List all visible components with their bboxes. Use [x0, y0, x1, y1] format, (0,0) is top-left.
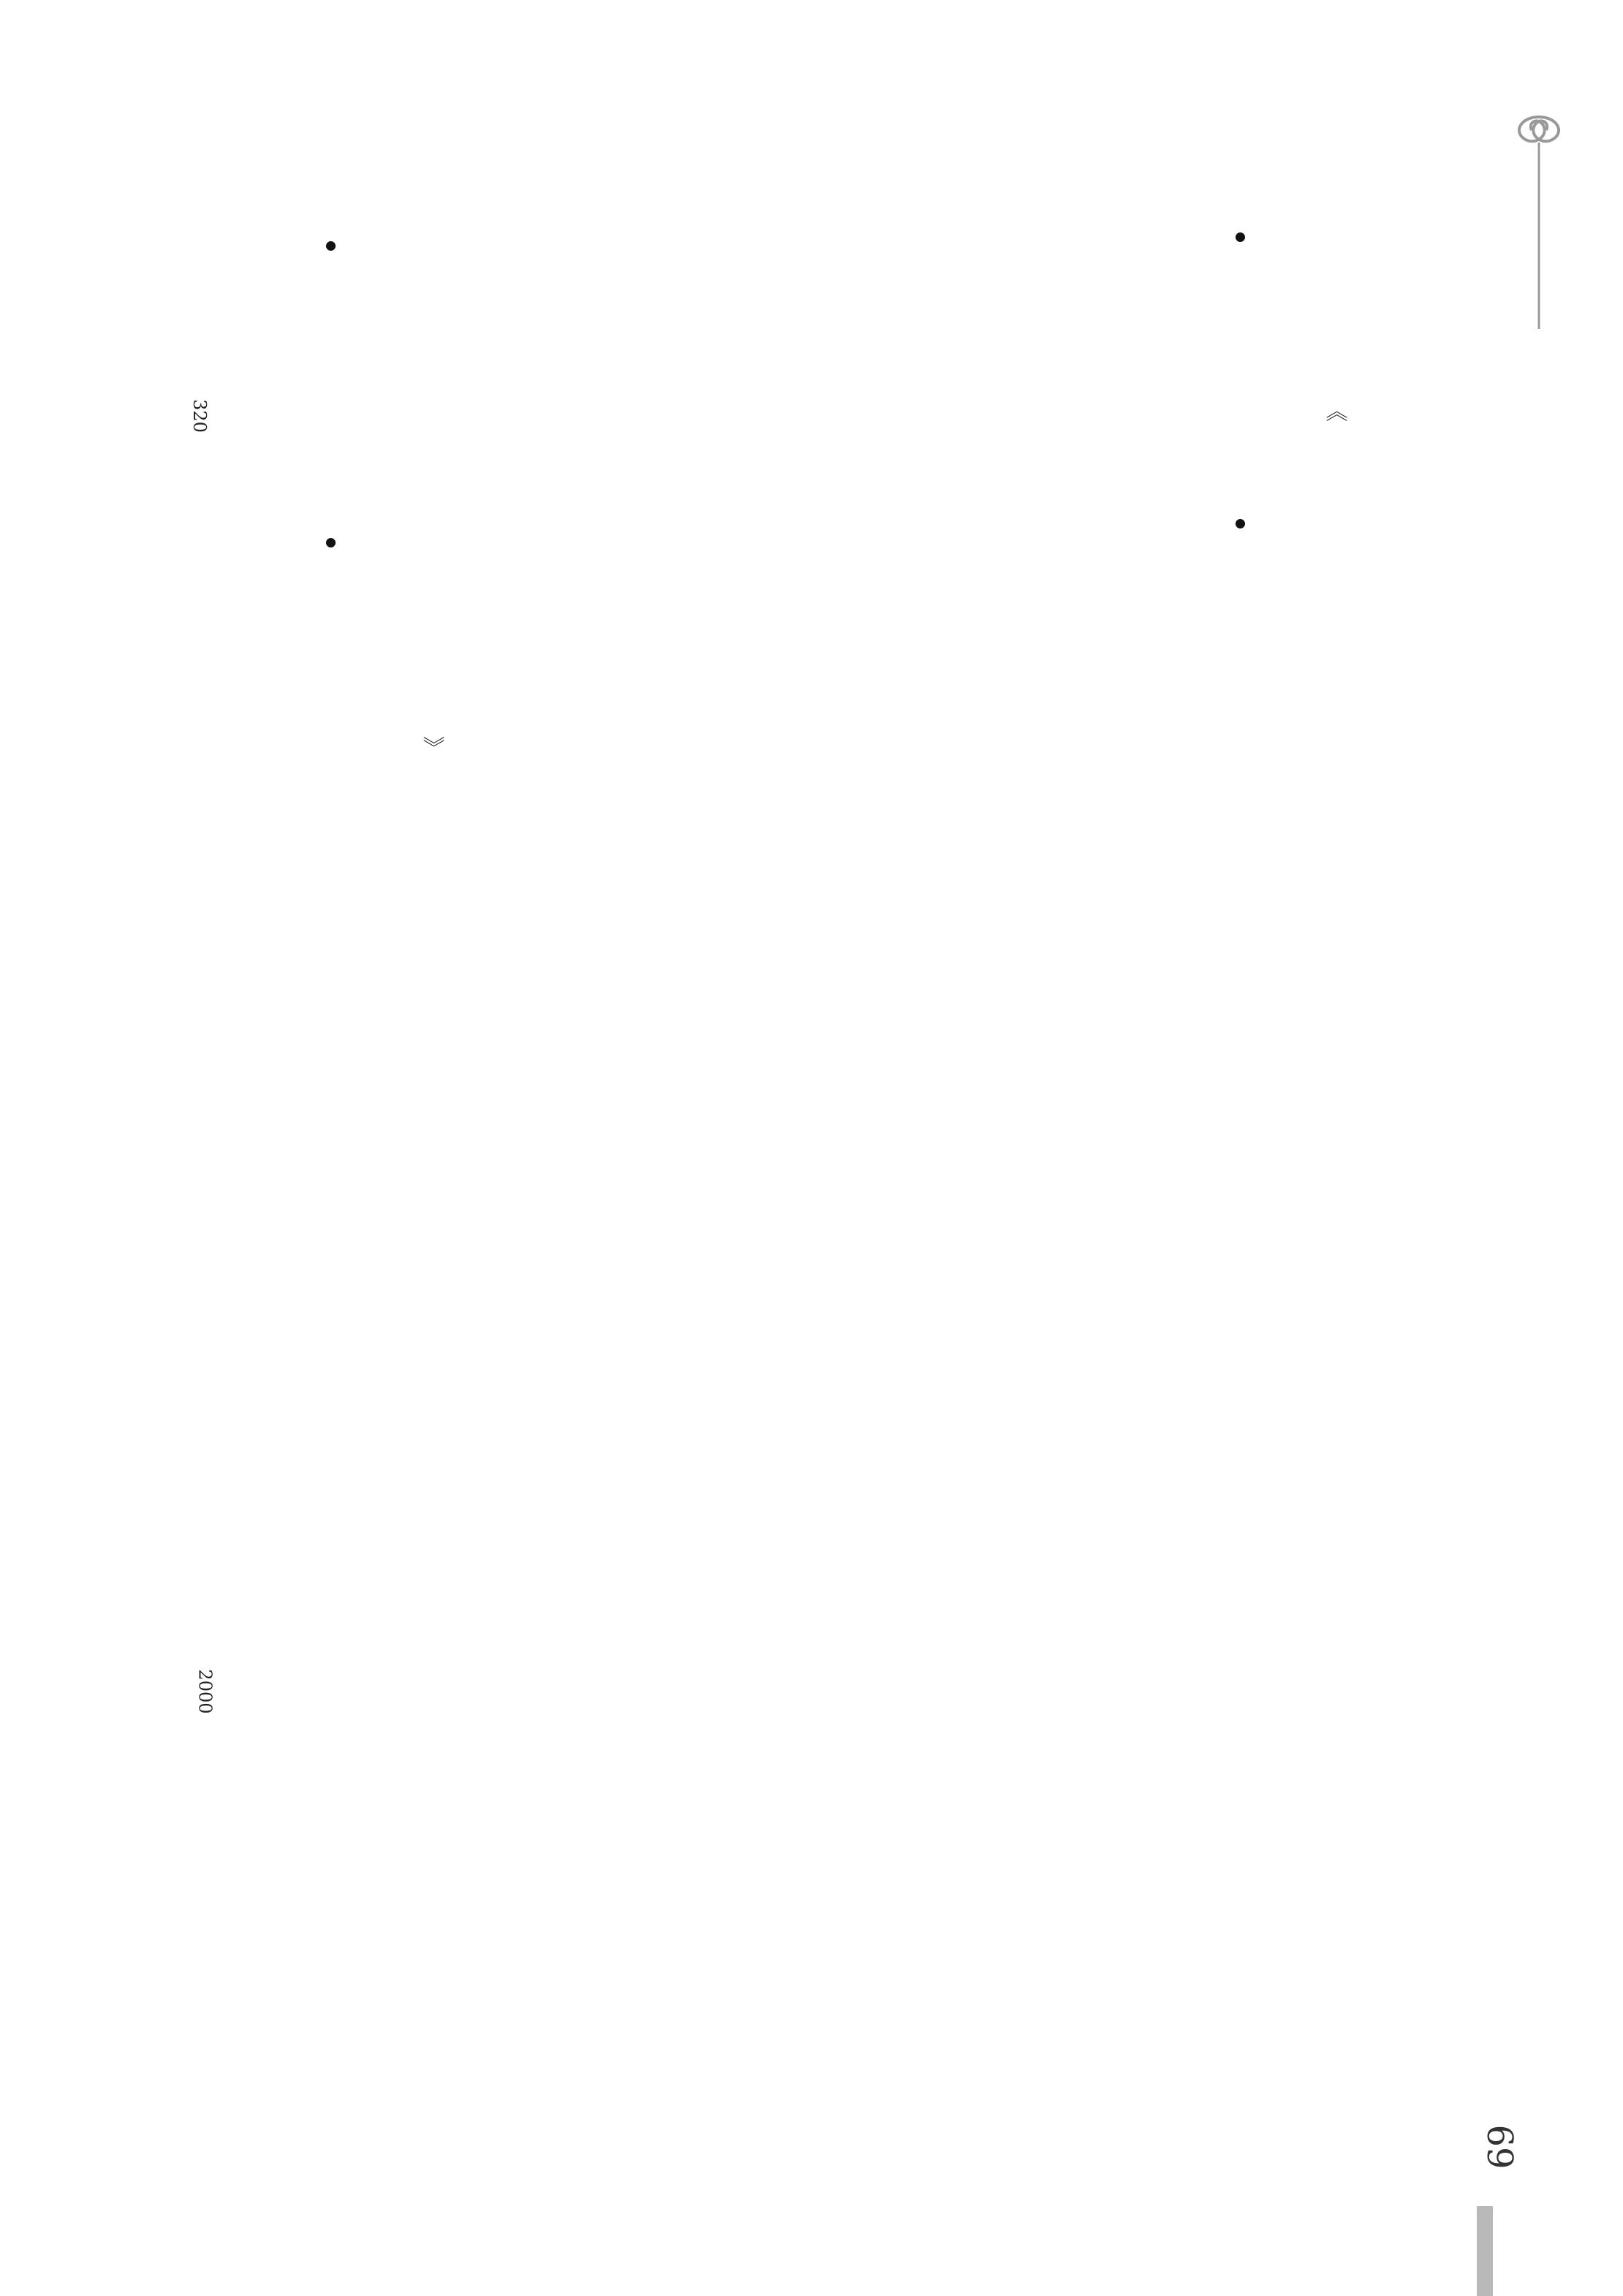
citation-year: 2000: [194, 1669, 216, 1714]
citation-page: 320: [189, 399, 210, 433]
open-guillemet: 《: [1323, 400, 1348, 422]
bullet-marker: [326, 241, 336, 251]
bullet-marker: [1236, 519, 1245, 528]
page-edge-tab: [1477, 2206, 1493, 2296]
bullet-marker: [1236, 232, 1245, 242]
header-ornament-icon: [1499, 110, 1579, 336]
page-number: 69: [1479, 2124, 1520, 2170]
bullet-marker: [326, 538, 336, 548]
close-guillemet: 》: [420, 736, 445, 758]
